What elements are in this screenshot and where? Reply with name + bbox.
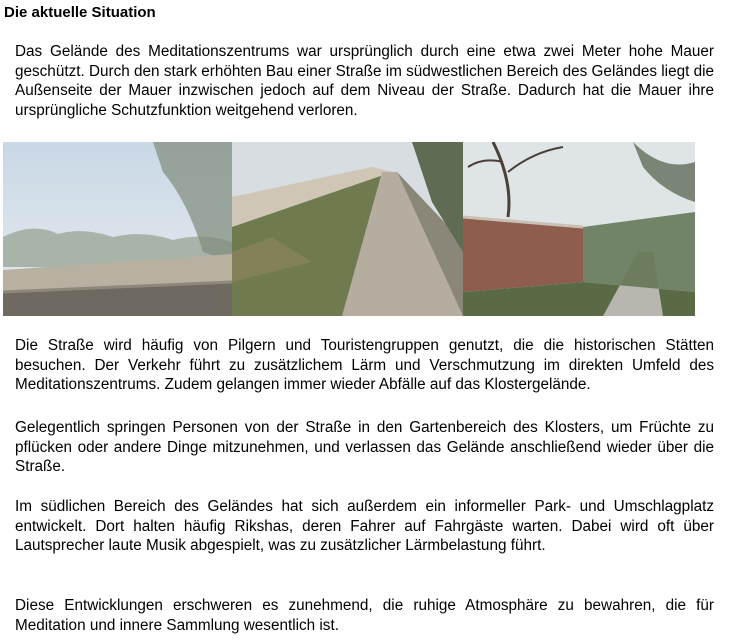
section-heading: Die aktuelle Situation — [4, 4, 156, 21]
photo-garden-path — [463, 142, 695, 316]
photo-wall-top — [232, 142, 463, 316]
paragraph-wall-situation: Das Gelände des Meditationszentrums war ursprünglich durch eine etwa zwei Meter hohe Mauer geschützt. Durch den stark erhöhten Bau einer Straße im südwestlichen Bereich des Geländes liegt die Außenseite der Mauer inzwischen jedoch auf dem Niveau der Straße. Dadurch hat die Mauer ihre ursprüngliche Schutzfunktion weitgehend verloren. — [15, 43, 714, 119]
paragraph-conclusion: Diese Entwicklungen erschweren es zunehmend, die ruhige Atmosphäre zu bewahren, die für Meditation und innere Sammlung wesentlich ist. — [15, 597, 714, 634]
paragraph-rickshaw-area: Im südlichen Bereich des Geländes hat sich außerdem ein informeller Park- und Umschlagplatz entwickelt. Dort halten häufig Rikshas, deren Fahrer auf Fahrgäste warten. Dabei wird oft über Lautsprecher laute Musik abgespielt, was zu zusätzlicher Lärmbelastung führt. — [15, 498, 714, 555]
paragraph-traffic: Die Straße wird häufig von Pilgern und Touristengruppen genutzt, die die historischen Stätten besuchen. Der Verkehr führt zu zusätzlichem Lärm und Verschmutzung im direkten Umfeld des Meditationszentrums. Zudem gelangen immer wieder Abfälle auf das Klostergelände. — [15, 337, 714, 394]
paragraph-trespassing: Gelegentlich springen Personen von der Straße in den Gartenbereich des Klosters, um Früchte zu pflücken oder andere Dinge mitzunehmen, und verlassen das Gelände anschließend wieder über die Straße. — [15, 419, 714, 476]
photo-road-wall — [3, 142, 232, 316]
